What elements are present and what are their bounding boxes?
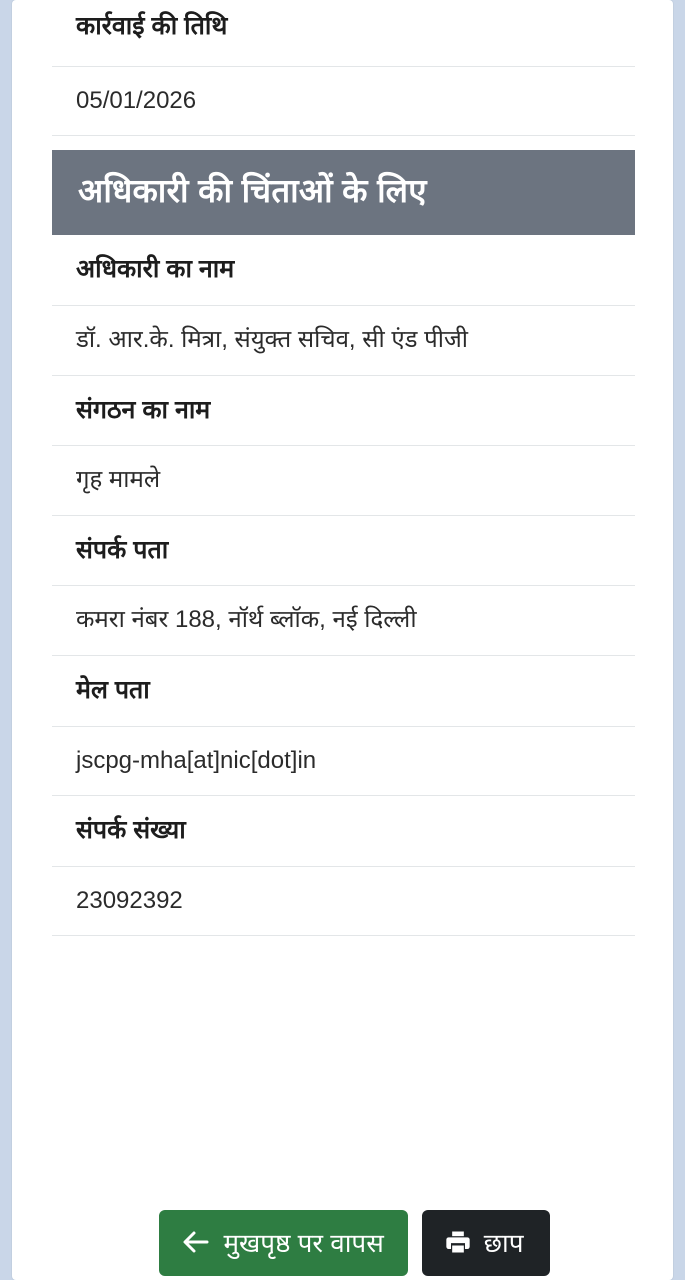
arrow-left-icon [181,1230,211,1254]
section-heading-officer-concerns: अधिकारी की चिंताओं के लिए [52,150,635,235]
field-label-organisation-name: संगठन का नाम [52,376,635,447]
field-value-contact-number: 23092392 [52,867,635,936]
field-label-email-address: मेल पता [52,656,635,727]
field-label-officer-name: अधिकारी का नाम [52,235,635,306]
printer-icon [444,1228,472,1256]
field-value-officer-name: डॉ. आर.के. मित्रा, संयुक्त सचिव, सी एंड पीजी [52,306,635,375]
print-button[interactable] [422,1210,550,1276]
field-value-action-date: 05/01/2026 [52,67,635,136]
detail-rows-container [52,0,635,936]
detail-card [12,0,673,1280]
footer-actions [12,1210,685,1276]
field-value-email-address: jscpg-mha[at]nic[dot]in [52,727,635,796]
print-label: छाप [483,1228,524,1258]
field-value-organisation-name: गृह मामले [52,446,635,515]
field-label-contact-address: संपर्क पता [52,516,635,587]
back-to-home-label: मुखपृष्ठ पर वापस [223,1228,384,1258]
field-label-action-date: कार्रवाई की तिथि [52,0,635,67]
scrollbar[interactable] [679,0,685,1280]
field-label-contact-number: संपर्क संख्या [52,796,635,867]
field-value-contact-address: कमरा नंबर 188, नॉर्थ ब्लॉक, नई दिल्ली [52,586,635,655]
back-to-home-button[interactable] [159,1210,407,1276]
